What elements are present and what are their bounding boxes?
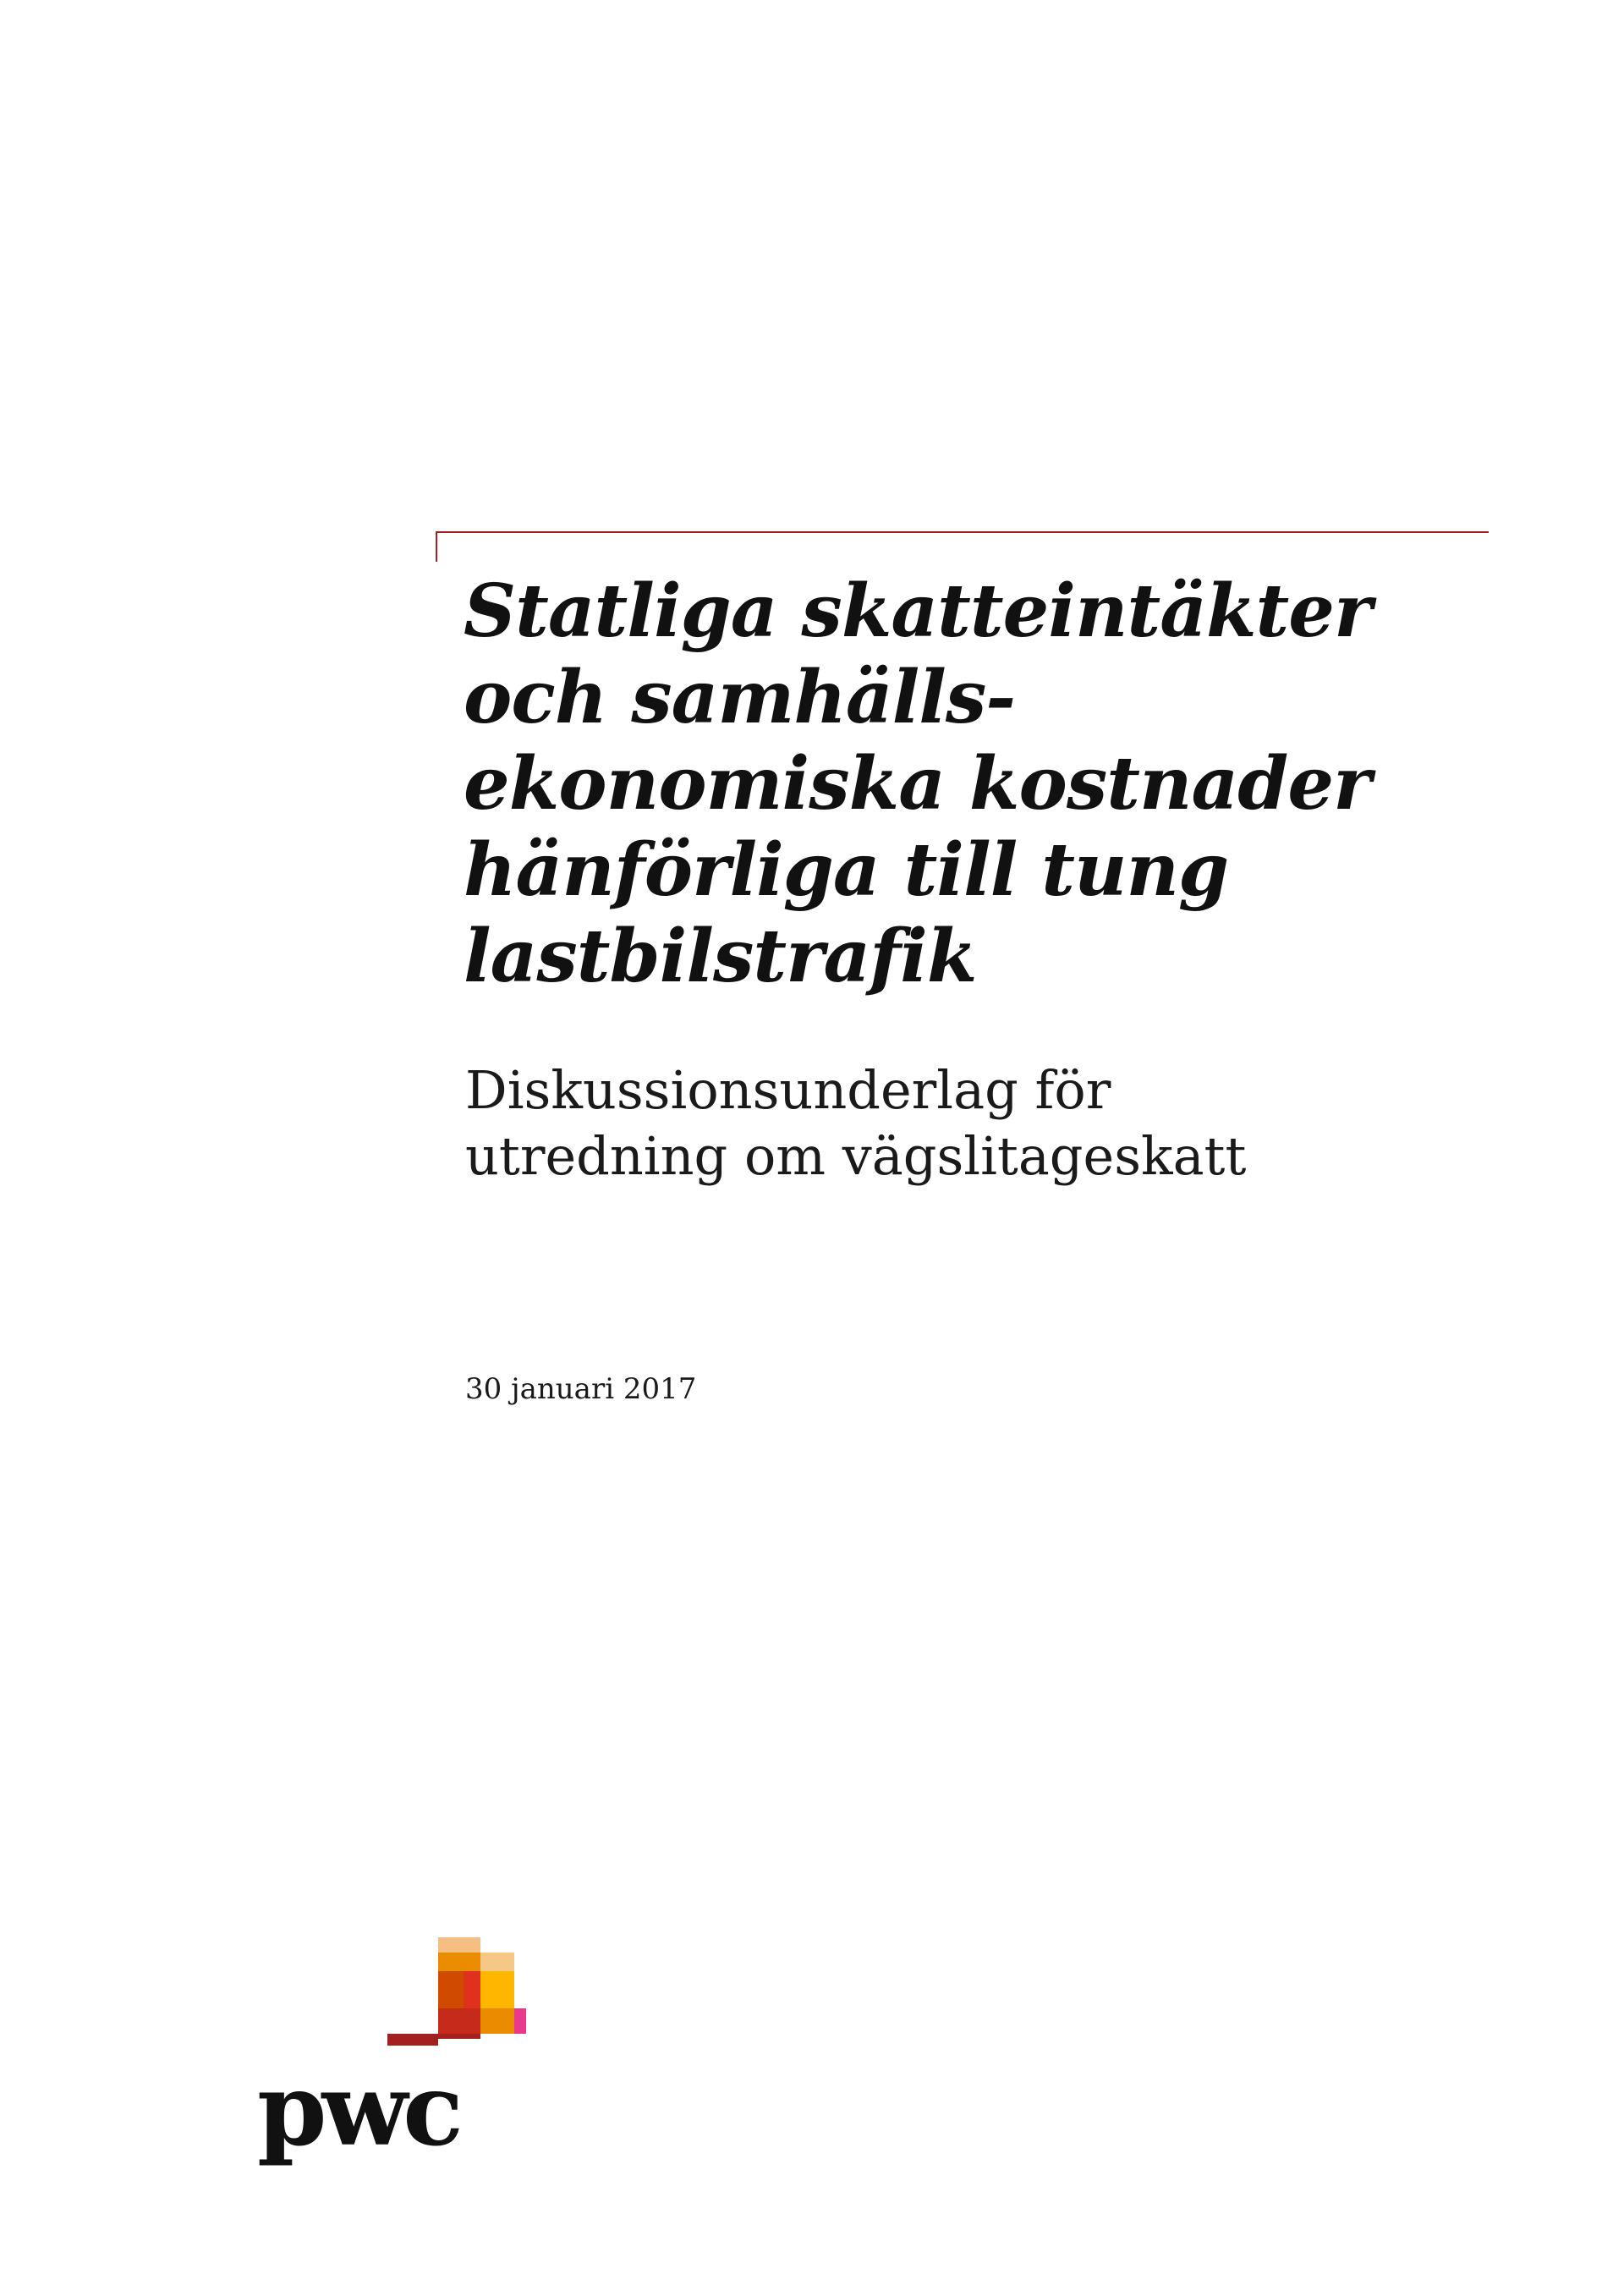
pwc-logo-icon [254, 1937, 558, 2242]
title-line: och samhälls- [464, 655, 1016, 740]
logo-wordmark: pwc [257, 2051, 458, 2168]
document-date: 30 januari 2017 [465, 1372, 697, 1406]
document-title [464, 569, 1563, 1000]
subtitle-line: utredning om vägslitageskatt [465, 1125, 1247, 1187]
document-subtitle [465, 1057, 1565, 1189]
pwc-logo [254, 1937, 558, 2242]
title-line: lastbilstrafik [464, 914, 977, 999]
title-line: hänförliga till tung [464, 827, 1229, 913]
title-corner-rule [436, 531, 1489, 562]
logo-blocks [387, 1937, 526, 2046]
title-line: ekonomiska kostnader [464, 741, 1371, 827]
title-line: Statliga skatteintäkter [464, 569, 1372, 654]
subtitle-line: Diskussionsunderlag för [465, 1059, 1111, 1121]
